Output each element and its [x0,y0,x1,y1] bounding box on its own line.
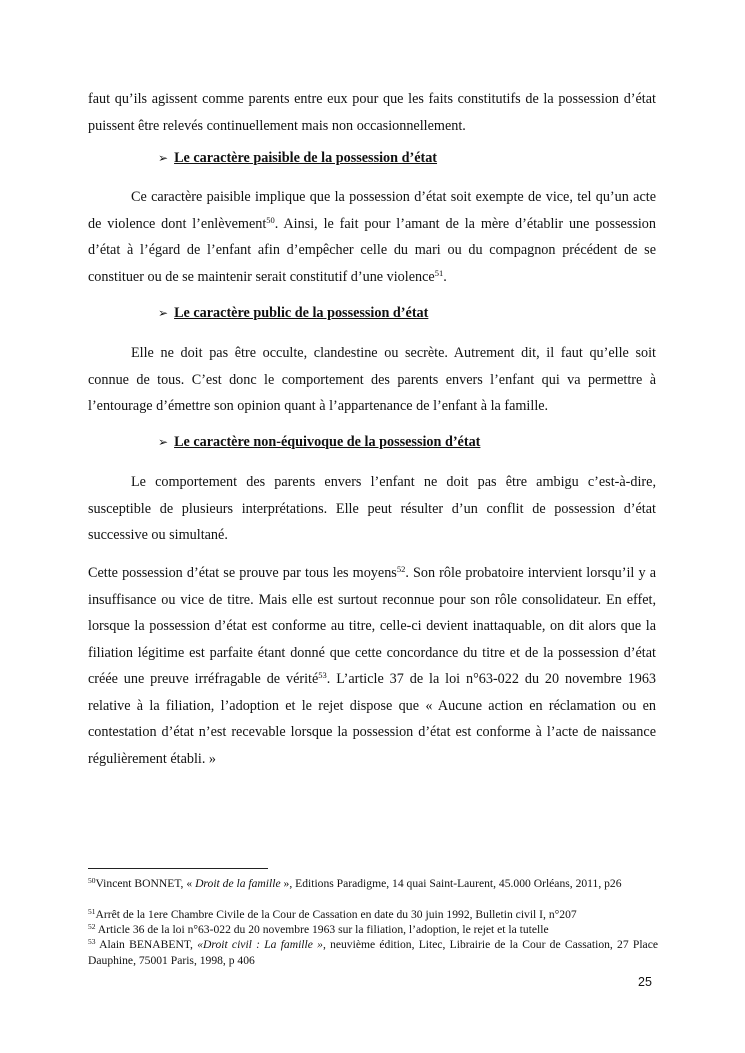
paragraph-text: Le comportement des parents envers l’enfant ne doit pas être ambigu c’est-à-dire, susceptible de plusieurs interprétations. Elle peut résulter d’un conflit de possession d’état successive ou simultané. [88,474,656,543]
footnote-52: $^{52}$ Article 36 de la loi n°63-022 du 20 novembre 1963 sur la filiation, l’adoption, le rejet et la tutelle [88,922,549,936]
section-heading-public [158,305,428,322]
arrow-bullet-icon: ➢ [158,306,169,320]
arrow-bullet-icon: ➢ [158,151,169,165]
section-heading-non-equivoque [158,434,480,451]
paragraph-text: faut qu’ils agissent comme parents entre eux pour que les faits constitutifs de la possession d’état puissent être relevés continuellement mais non occasionnellement. [88,91,656,134]
footnote-number: 50 [88,876,96,885]
footnote-number: 51 [88,907,96,916]
footnote-number: 53 [88,937,96,946]
footnote-53: $^{53}$ Alain BENABENT, «Droit civil : La famille », neuvième édition, Litec, Librairie de la Cour de Cassation, 27 Place Dauphine, 75001 Paris, 1998, p 406 [88,937,658,967]
heading-text: Le caractère public de la possession d’état [174,305,429,321]
arrow-bullet-icon: ➢ [158,435,169,449]
heading-text: Le caractère non-équivoque de la possession d’état [174,434,481,450]
footnote-50: $^{50}$Vincent BONNET, « Droit de la famille », Editions Paradigme, 14 quai Saint-Laurent, 45.000 Orléans, 2011, p26 [88,876,622,890]
footnote-ref-51[interactable]: 51 [434,267,444,278]
footnote-ref-50[interactable]: 50 [266,214,275,225]
footnote-ref-52[interactable]: 52 [396,564,406,574]
paragraph-non-equivoque [88,469,656,549]
heading-text: Le caractère paisible de la possession d’état [174,150,438,166]
paragraph-paisible: Ce caractère paisible implique que la possession d’état soit exempte de vice, tel qu’un acte de violence dont l’enlèvement$^{50}$. Ainsi, le fait pour l’amant de la mère d’établir une possession d’état à l’égard de l’enfant afin d’empêcher celle du mari ou du compagnon précédent de se constituer ou de se maintenir serait constitutif d’une violence$^{51}$. [88,189,656,285]
footnote-51: $^{51}$Arrêt de la 1ere Chambre Civile de la Cour de Cassation en date du 30 juin 1992, Bulletin civil I, n°207 [88,907,577,921]
page-number: 25 [638,975,652,989]
paragraph-preuve: Cette possession d’état se prouve par tous les moyens$^{52}$. Son rôle probatoire intervient lorsqu’il y a insuffisance ou vice de titre. Mais elle est surtout reconnue pour son rôle consolidateur. En effet, lorsque la possession d’état est conforme au titre, celle-ci devient inattaquable, on dit alors que la filiation légitime est parfaite étant donné que cette concordance du titre et de la possession d’état créée une preuve irréfragable de vérité$^{53}$. L’article 37 de la loi n°63-022 du 20 novembre 1963 relative à la filiation, l’adoption et le rejet dispose que « Aucune action en réclamation ou en contestation d’état n’est recevable lorsque la possession d’état est conforme à l’acte de naissance régulièrement établi. » [88,564,657,767]
paragraph-public [88,340,656,420]
section-heading-paisible [158,150,437,167]
paragraph-text: Elle ne doit pas être occulte, clandestine ou secrète. Autrement dit, il faut qu’elle soit connue de tous. C’est donc le comportement des parents envers l’enfant qui va permettre à l’entourage d’émettre son opinion quant à l’appartenance de l’enfant à la famille. [88,345,656,414]
paragraph-continuation [88,86,656,139]
footnote-separator [88,868,268,869]
footnote-ref-53[interactable]: 53 [318,670,327,680]
footnote-number: 52 [88,922,96,931]
